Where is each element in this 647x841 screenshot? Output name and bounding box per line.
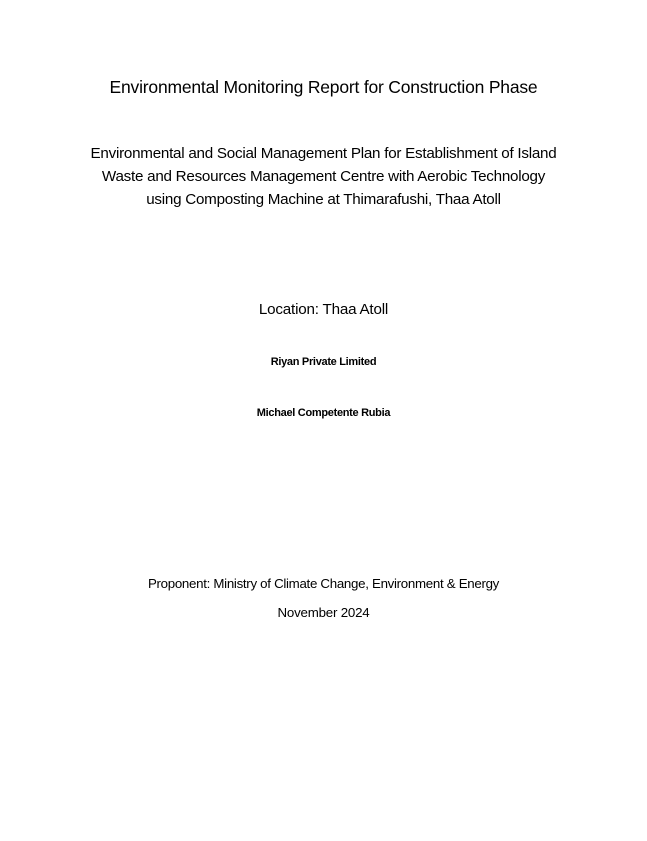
proponent-label: Proponent: Ministry of Climate Change, Environment & Energy [147, 576, 500, 591]
report-title: Environmental Monitoring Report for Construction Phase [109, 77, 538, 97]
location-label: Location: Thaa Atoll [258, 301, 389, 318]
author-name: Michael Competente Rubia [256, 407, 391, 419]
plan-title-line-1: Environmental and Social Management Plan for Establishment of Island [90, 145, 557, 162]
company-name: Riyan Private Limited [270, 356, 377, 368]
plan-title [0, 142, 647, 211]
report-date: November 2024 [277, 605, 370, 620]
plan-title-line-2: Waste and Resources Management Centre with Aerobic Technology [101, 168, 546, 185]
plan-title-line-3: using Composting Machine at Thimarafushi, Thaa Atoll [146, 191, 501, 208]
